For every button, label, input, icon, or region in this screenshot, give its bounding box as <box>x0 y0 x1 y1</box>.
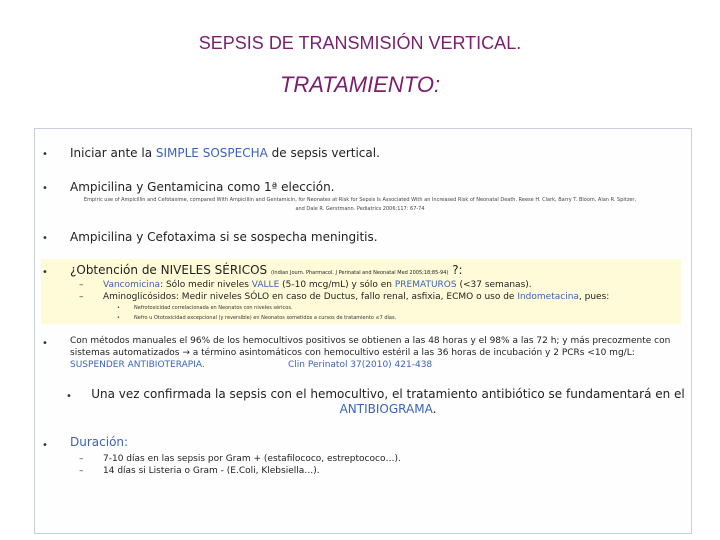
bullet-6-text: Una vez confirmada la sepsis con el hemocultivo, el tratamiento antibiótico se fundamentará en el ANTIBIOGRAMA. <box>91 387 685 416</box>
citation-clin-perinatol: Clin Perinatol 37(2010) 421-438 <box>288 360 433 370</box>
reference-citation: Empiric use of Ampicillin and Cefotaxime, compared With Ampicillin and Gentamicin, for Neonates at Risk for Sepsis Is Associated With an Increased Risk of Neonatal Death. Reese H. Clark, Barry T. Bloom, Alan R. Spitzer, and Dale R. Gerstmann. Pediatrics 2006;117: 67-74 <box>83 197 637 212</box>
sub-bullet-1-text: Nefrotoxicidad correlacionada en Neonatos con niveles séricos. <box>134 305 293 311</box>
duration-1-text: 7-10 días en las sepsis por Gram + (estafilococo, estreptococo…). <box>103 454 401 464</box>
bullet-7-marker: • <box>42 440 48 451</box>
bullet-1-text: Iniciar ante la SIMPLE SOSPECHA de sepsis vertical. <box>70 146 380 160</box>
bullet-6-marker: • <box>66 391 72 402</box>
vanco-dash: – <box>79 280 84 290</box>
duration-heading: Duración: <box>70 435 129 449</box>
bullet-5-marker: • <box>42 338 48 349</box>
duration-2-text: 14 días si Listeria o Gram - (E.Coli, Klebsiella…). <box>103 466 320 476</box>
sub-bullet-1-marker: • <box>117 305 120 311</box>
duration-1-dash: – <box>79 454 84 464</box>
bullet-3-text: Ampicilina y Cefotaxima si se sospecha meningitis. <box>70 230 378 244</box>
page-subtitle: TRATAMIENTO: <box>279 72 441 97</box>
sub-bullet-2-text: Nefro u Ototoxicidad excepcional (y reversible) en Neonatos sometidos a cursos de tratamiento ≤7 días. <box>134 315 397 321</box>
duration-2-dash: – <box>79 466 84 476</box>
bullet-5-text: Con métodos manuales el 96% de los hemocultivos positivos se obtienen a las 48 horas y el 98% a las 72 h; y más precozmente con sistemas automatizados → a término asintomáticos con hemocultivo estéril a las 36 horas de incubación y 2 PCRs <10 mg/L: SUSPENDER ANTIBIOTERAPIA. Clin Perinatol 37(2010) 421-438 <box>70 336 671 370</box>
bullet-1-marker: • <box>42 149 48 160</box>
page-title: SEPSIS DE TRANSMISIÓN VERTICAL. <box>198 33 522 53</box>
amino-dash: – <box>79 292 84 302</box>
sub-bullet-2-marker: • <box>117 315 120 321</box>
vancomicina-text: Vancomicina: Sólo medir niveles VALLE (5-10 mcg/mL) y sólo en PREMATUROS (<37 semanas). <box>103 280 532 290</box>
bullet-4-text: ¿Obtención de NIVELES SÉRICOS (Indian Journ. Pharmacol. J Perinatal and Neonatal Med 2005;18;85-94) ?: <box>70 263 463 277</box>
suspend-antibiotics: SUSPENDER ANTIBIOTERAPIA. <box>70 360 205 370</box>
bullet-2-marker: • <box>42 183 48 194</box>
bullet-3-marker: • <box>42 233 48 244</box>
bullet-2-text: Ampicilina y Gentamicina como 1ª elección. <box>70 180 335 194</box>
bullet-4-marker: • <box>42 267 48 278</box>
aminoglicosidos-text: Aminoglicósidos: Medir niveles SÓLO en caso de Ductus, fallo renal, asfixia, ECMO o uso de Indometacina, pues: <box>103 292 610 302</box>
